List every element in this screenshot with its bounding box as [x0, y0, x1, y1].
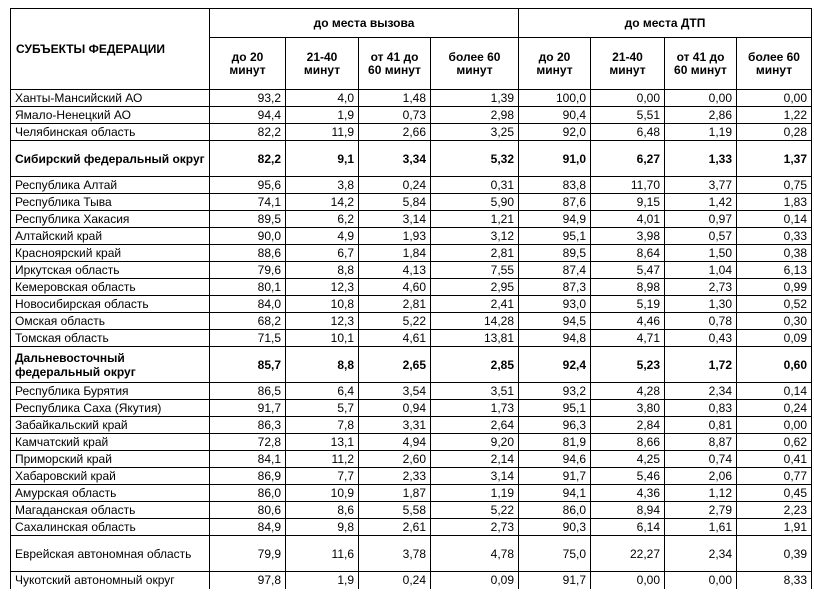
value-cell: 4,94	[359, 434, 431, 451]
value-cell: 2,61	[359, 519, 431, 536]
value-cell: 3,77	[665, 177, 737, 194]
subject-name: Томская область	[11, 330, 210, 347]
value-cell: 11,9	[286, 124, 359, 141]
value-cell: 1,04	[665, 262, 737, 279]
value-cell: 72,8	[210, 434, 286, 451]
value-cell: 0,81	[665, 417, 737, 434]
value-cell: 10,9	[286, 485, 359, 502]
value-cell: 11,2	[286, 451, 359, 468]
value-cell: 4,01	[591, 211, 665, 228]
value-cell: 74,1	[210, 194, 286, 211]
value-cell: 1,73	[431, 400, 519, 417]
value-cell: 91,7	[519, 572, 591, 589]
value-cell: 0,39	[737, 536, 812, 572]
value-cell: 2,34	[665, 383, 737, 400]
value-cell: 82,2	[210, 124, 286, 141]
value-cell: 1,22	[737, 107, 812, 124]
value-cell: 1,9	[286, 107, 359, 124]
table-row	[11, 400, 812, 417]
table-row	[11, 262, 812, 279]
value-cell: 22,27	[591, 536, 665, 572]
value-cell: 2,06	[665, 468, 737, 485]
group-header-call: до места вызова	[210, 9, 519, 38]
value-cell: 75,0	[519, 536, 591, 572]
value-cell: 95,1	[519, 400, 591, 417]
value-cell: 2,64	[431, 417, 519, 434]
value-cell: 1,42	[665, 194, 737, 211]
value-cell: 0,33	[737, 228, 812, 245]
table-row	[11, 107, 812, 124]
subject-name: Приморский край	[11, 451, 210, 468]
value-cell: 1,37	[737, 141, 812, 177]
table-row	[11, 451, 812, 468]
value-cell: 3,25	[431, 124, 519, 141]
value-cell: 9,8	[286, 519, 359, 536]
value-cell: 0,83	[665, 400, 737, 417]
subject-name: Магаданская область	[11, 502, 210, 519]
value-cell: 5,22	[359, 313, 431, 330]
value-cell: 85,7	[210, 347, 286, 383]
value-cell: 1,72	[665, 347, 737, 383]
subject-name: Ямало-Ненецкий АО	[11, 107, 210, 124]
value-cell: 0,43	[665, 330, 737, 347]
value-cell: 9,15	[591, 194, 665, 211]
value-cell: 6,4	[286, 383, 359, 400]
value-cell: 2,73	[431, 519, 519, 536]
value-cell: 0,94	[359, 400, 431, 417]
subject-name: Чукотский автономный округ	[11, 572, 210, 589]
table-row	[11, 228, 812, 245]
value-cell: 3,8	[286, 177, 359, 194]
table-row	[11, 468, 812, 485]
subject-name: Республика Бурятия	[11, 383, 210, 400]
table-row	[11, 485, 812, 502]
value-cell: 91,0	[519, 141, 591, 177]
value-cell: 68,2	[210, 313, 286, 330]
value-cell: 0,45	[737, 485, 812, 502]
value-cell: 1,9	[286, 572, 359, 589]
value-cell: 10,8	[286, 296, 359, 313]
value-cell: 1,19	[665, 124, 737, 141]
value-cell: 8,98	[591, 279, 665, 296]
value-cell: 0,00	[665, 572, 737, 589]
value-cell: 8,66	[591, 434, 665, 451]
value-cell: 0,38	[737, 245, 812, 262]
table-row	[11, 141, 812, 177]
value-cell: 1,83	[737, 194, 812, 211]
value-cell: 86,3	[210, 417, 286, 434]
value-cell: 86,9	[210, 468, 286, 485]
value-cell: 0,57	[665, 228, 737, 245]
value-cell: 0,31	[431, 177, 519, 194]
value-cell: 3,98	[591, 228, 665, 245]
value-cell: 0,24	[359, 177, 431, 194]
value-cell: 12,3	[286, 279, 359, 296]
subject-name: Красноярский край	[11, 245, 210, 262]
table-body	[11, 90, 812, 589]
value-cell: 4,60	[359, 279, 431, 296]
value-cell: 92,4	[519, 347, 591, 383]
value-cell: 86,0	[519, 502, 591, 519]
value-cell: 2,34	[665, 536, 737, 572]
subject-name: Забайкальский край	[11, 417, 210, 434]
table-row	[11, 279, 812, 296]
value-cell: 94,5	[519, 313, 591, 330]
value-cell: 2,81	[431, 245, 519, 262]
value-cell: 100,0	[519, 90, 591, 107]
value-cell: 84,1	[210, 451, 286, 468]
value-cell: 9,1	[286, 141, 359, 177]
value-cell: 89,5	[519, 245, 591, 262]
table-row	[11, 347, 812, 383]
column-header: более 60 минут	[737, 38, 812, 90]
value-cell: 2,23	[737, 502, 812, 519]
table-row	[11, 90, 812, 107]
value-cell: 84,0	[210, 296, 286, 313]
value-cell: 92,0	[519, 124, 591, 141]
table-row	[11, 572, 812, 589]
subject-name: Республика Алтай	[11, 177, 210, 194]
subject-name: Сахалинская область	[11, 519, 210, 536]
subject-name: Камчатский край	[11, 434, 210, 451]
value-cell: 2,73	[665, 279, 737, 296]
value-cell: 1,87	[359, 485, 431, 502]
value-cell: 1,19	[431, 485, 519, 502]
table-row	[11, 434, 812, 451]
value-cell: 3,54	[359, 383, 431, 400]
subject-name: Республика Тыва	[11, 194, 210, 211]
value-cell: 8,33	[737, 572, 812, 589]
value-cell: 2,98	[431, 107, 519, 124]
value-cell: 0,00	[665, 90, 737, 107]
value-cell: 81,9	[519, 434, 591, 451]
value-cell: 80,6	[210, 502, 286, 519]
value-cell: 2,14	[431, 451, 519, 468]
value-cell: 0,78	[665, 313, 737, 330]
value-cell: 5,51	[591, 107, 665, 124]
value-cell: 0,60	[737, 347, 812, 383]
subject-name: Республика Хакасия	[11, 211, 210, 228]
value-cell: 89,5	[210, 211, 286, 228]
value-cell: 5,47	[591, 262, 665, 279]
value-cell: 94,6	[519, 451, 591, 468]
value-cell: 0,75	[737, 177, 812, 194]
value-cell: 3,12	[431, 228, 519, 245]
subject-name: Новосибирская область	[11, 296, 210, 313]
table-row	[11, 383, 812, 400]
value-cell: 0,24	[737, 400, 812, 417]
value-cell: 6,48	[591, 124, 665, 141]
value-cell: 1,48	[359, 90, 431, 107]
value-cell: 4,13	[359, 262, 431, 279]
value-cell: 8,8	[286, 262, 359, 279]
value-cell: 90,0	[210, 228, 286, 245]
value-cell: 1,12	[665, 485, 737, 502]
column-header: до 20 минут	[519, 38, 591, 90]
value-cell: 2,84	[591, 417, 665, 434]
value-cell: 84,9	[210, 519, 286, 536]
value-cell: 71,5	[210, 330, 286, 347]
value-cell: 6,14	[591, 519, 665, 536]
value-cell: 1,91	[737, 519, 812, 536]
value-cell: 2,79	[665, 502, 737, 519]
value-cell: 14,28	[431, 313, 519, 330]
subject-name: Сибирский федеральный округ	[11, 141, 210, 177]
value-cell: 0,14	[737, 383, 812, 400]
value-cell: 1,84	[359, 245, 431, 262]
value-cell: 0,00	[591, 90, 665, 107]
column-header: более 60 минут	[431, 38, 519, 90]
table-row	[11, 211, 812, 228]
value-cell: 3,14	[431, 468, 519, 485]
value-cell: 4,61	[359, 330, 431, 347]
value-cell: 0,73	[359, 107, 431, 124]
column-header: 21-40 минут	[591, 38, 665, 90]
value-cell: 0,09	[431, 572, 519, 589]
subject-name: Хабаровский край	[11, 468, 210, 485]
value-cell: 1,21	[431, 211, 519, 228]
value-cell: 2,41	[431, 296, 519, 313]
value-cell: 0,00	[591, 572, 665, 589]
value-cell: 4,36	[591, 485, 665, 502]
value-cell: 94,8	[519, 330, 591, 347]
column-header: от 41 до 60 минут	[665, 38, 737, 90]
subject-name: Омская область	[11, 313, 210, 330]
value-cell: 8,94	[591, 502, 665, 519]
value-cell: 93,2	[519, 383, 591, 400]
value-cell: 0,97	[665, 211, 737, 228]
value-cell: 79,9	[210, 536, 286, 572]
value-cell: 2,60	[359, 451, 431, 468]
table-row	[11, 296, 812, 313]
value-cell: 6,27	[591, 141, 665, 177]
value-cell: 2,65	[359, 347, 431, 383]
subject-name: Иркутская область	[11, 262, 210, 279]
value-cell: 87,6	[519, 194, 591, 211]
value-cell: 4,46	[591, 313, 665, 330]
value-cell: 8,6	[286, 502, 359, 519]
value-cell: 5,46	[591, 468, 665, 485]
value-cell: 0,74	[665, 451, 737, 468]
value-cell: 94,9	[519, 211, 591, 228]
value-cell: 0,41	[737, 451, 812, 468]
value-cell: 11,70	[591, 177, 665, 194]
value-cell: 4,0	[286, 90, 359, 107]
value-cell: 80,1	[210, 279, 286, 296]
value-cell: 79,6	[210, 262, 286, 279]
table-row	[11, 313, 812, 330]
value-cell: 8,64	[591, 245, 665, 262]
value-cell: 1,61	[665, 519, 737, 536]
value-cell: 7,8	[286, 417, 359, 434]
statistics-table	[10, 8, 812, 589]
value-cell: 3,51	[431, 383, 519, 400]
value-cell: 12,3	[286, 313, 359, 330]
value-cell: 14,2	[286, 194, 359, 211]
value-cell: 86,5	[210, 383, 286, 400]
value-cell: 3,78	[359, 536, 431, 572]
value-cell: 87,4	[519, 262, 591, 279]
subject-name: Ханты-Мансийский АО	[11, 90, 210, 107]
value-cell: 1,93	[359, 228, 431, 245]
value-cell: 2,66	[359, 124, 431, 141]
table-row	[11, 245, 812, 262]
value-cell: 0,30	[737, 313, 812, 330]
value-cell: 9,20	[431, 434, 519, 451]
value-cell: 97,8	[210, 572, 286, 589]
value-cell: 83,8	[519, 177, 591, 194]
subject-name: Кемеровская область	[11, 279, 210, 296]
value-cell: 3,31	[359, 417, 431, 434]
value-cell: 2,95	[431, 279, 519, 296]
value-cell: 1,39	[431, 90, 519, 107]
value-cell: 6,13	[737, 262, 812, 279]
value-cell: 0,99	[737, 279, 812, 296]
value-cell: 90,3	[519, 519, 591, 536]
table-row	[11, 536, 812, 572]
value-cell: 96,3	[519, 417, 591, 434]
table-row	[11, 330, 812, 347]
value-cell: 5,7	[286, 400, 359, 417]
value-cell: 2,86	[665, 107, 737, 124]
value-cell: 6,2	[286, 211, 359, 228]
value-cell: 5,23	[591, 347, 665, 383]
table-row	[11, 502, 812, 519]
value-cell: 0,77	[737, 468, 812, 485]
value-cell: 4,9	[286, 228, 359, 245]
value-cell: 4,78	[431, 536, 519, 572]
value-cell: 94,4	[210, 107, 286, 124]
value-cell: 95,6	[210, 177, 286, 194]
value-cell: 94,1	[519, 485, 591, 502]
table-row	[11, 177, 812, 194]
value-cell: 4,25	[591, 451, 665, 468]
value-cell: 10,1	[286, 330, 359, 347]
value-cell: 6,7	[286, 245, 359, 262]
table-row	[11, 417, 812, 434]
value-cell: 0,52	[737, 296, 812, 313]
subject-name: Челябинская область	[11, 124, 210, 141]
table-row	[11, 194, 812, 211]
column-header: от 41 до 60 минут	[359, 38, 431, 90]
subject-name: Еврейская автономная область	[11, 536, 210, 572]
table-row	[11, 124, 812, 141]
value-cell: 11,6	[286, 536, 359, 572]
value-cell: 93,0	[519, 296, 591, 313]
value-cell: 0,62	[737, 434, 812, 451]
header-group-row	[11, 9, 812, 38]
value-cell: 4,28	[591, 383, 665, 400]
value-cell: 82,2	[210, 141, 286, 177]
subject-name: Амурская область	[11, 485, 210, 502]
value-cell: 1,30	[665, 296, 737, 313]
value-cell: 7,7	[286, 468, 359, 485]
value-cell: 1,50	[665, 245, 737, 262]
value-cell: 5,84	[359, 194, 431, 211]
column-header: до 20 минут	[210, 38, 286, 90]
value-cell: 3,80	[591, 400, 665, 417]
value-cell: 2,81	[359, 296, 431, 313]
value-cell: 87,3	[519, 279, 591, 296]
value-cell: 4,71	[591, 330, 665, 347]
value-cell: 91,7	[519, 468, 591, 485]
value-cell: 0,09	[737, 330, 812, 347]
group-header-dtp: до места ДТП	[519, 9, 812, 38]
value-cell: 93,2	[210, 90, 286, 107]
value-cell: 86,0	[210, 485, 286, 502]
value-cell: 88,6	[210, 245, 286, 262]
table-row	[11, 519, 812, 536]
value-cell: 5,58	[359, 502, 431, 519]
subject-name: Республика Саха (Якутия)	[11, 400, 210, 417]
value-cell: 5,22	[431, 502, 519, 519]
value-cell: 0,24	[359, 572, 431, 589]
value-cell: 5,32	[431, 141, 519, 177]
subject-name: Дальневосточный федеральный округ	[11, 347, 210, 383]
value-cell: 91,7	[210, 400, 286, 417]
value-cell: 3,34	[359, 141, 431, 177]
value-cell: 0,14	[737, 211, 812, 228]
value-cell: 13,81	[431, 330, 519, 347]
value-cell: 2,85	[431, 347, 519, 383]
value-cell: 3,14	[359, 211, 431, 228]
value-cell: 5,90	[431, 194, 519, 211]
value-cell: 0,00	[737, 417, 812, 434]
value-cell: 0,00	[737, 90, 812, 107]
value-cell: 90,4	[519, 107, 591, 124]
column-header: 21-40 минут	[286, 38, 359, 90]
value-cell: 1,33	[665, 141, 737, 177]
subject-name: Алтайский край	[11, 228, 210, 245]
value-cell: 7,55	[431, 262, 519, 279]
value-cell: 13,1	[286, 434, 359, 451]
value-cell: 95,1	[519, 228, 591, 245]
value-cell: 8,8	[286, 347, 359, 383]
value-cell: 2,33	[359, 468, 431, 485]
value-cell: 8,87	[665, 434, 737, 451]
value-cell: 0,28	[737, 124, 812, 141]
value-cell: 5,19	[591, 296, 665, 313]
subject-header: СУБЪЕКТЫ ФЕДЕРАЦИИ	[11, 9, 210, 90]
